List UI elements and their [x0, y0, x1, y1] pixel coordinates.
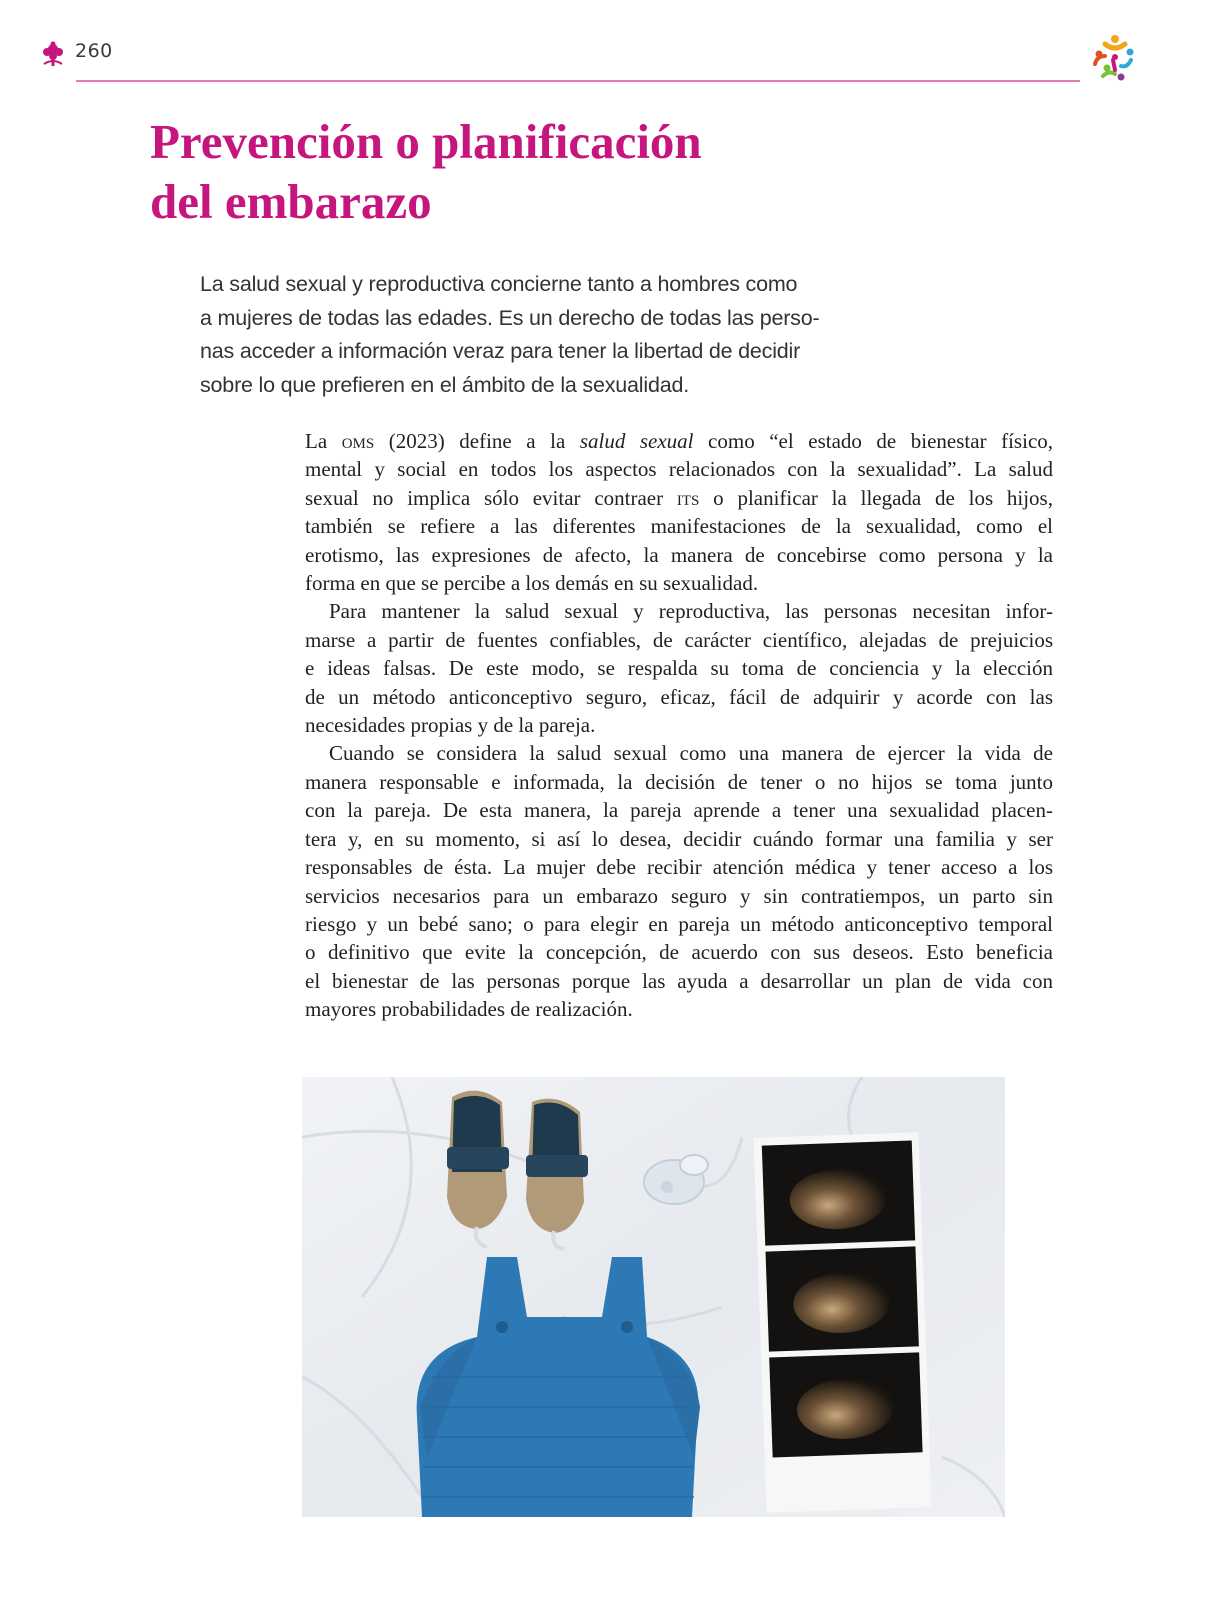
body-line: responsables de ésta. La mujer debe recibir atención médica y tener acceso a los	[305, 855, 1053, 880]
body-line	[305, 427, 1053, 455]
people-circle-logo-icon	[1085, 30, 1141, 86]
body-line: necesidades propias y de la pareja.	[305, 713, 596, 738]
page-title	[150, 112, 702, 232]
body-line: el bienestar de las personas porque las ayuda a desarrollar un plan de vida con	[305, 968, 1053, 993]
body-line: Para mantener la salud sexual y reproductiva, las personas necesitan infor-	[329, 599, 1053, 624]
text-run: La	[305, 429, 342, 453]
body-line: riesgo y un bebé sano; o para elegir en pareja un método anticonceptivo temporal	[305, 911, 1053, 936]
text-run: como “el estado de bienestar físico,	[693, 429, 1054, 453]
page-number: 260	[75, 40, 113, 62]
abbreviation-oms: oms	[341, 429, 375, 453]
text-run: (2023) define a la	[374, 429, 580, 453]
flower-ornament-icon	[40, 40, 66, 68]
intro-line: nas acceder a información veraz para tener la libertad de decidir	[200, 339, 801, 363]
body-line: erotismo, las expresiones de afecto, la manera de concebirse como persona y la	[305, 542, 1053, 567]
body-line	[305, 484, 1053, 512]
text-run: sexual no implica sólo evitar contraer	[305, 485, 677, 510]
emphasis-salud-sexual: salud sexual	[579, 429, 694, 453]
page-title-line: Prevención o planificación	[150, 114, 702, 169]
body-line: mental y social en todos los aspectos relacionados con la sexualidad”. La salud	[305, 457, 1053, 482]
text-run: o planificar la llegada de los hijos,	[699, 485, 1053, 510]
body-line: de un método anticonceptivo seguro, eficaz, fácil de adquirir y acorde con las	[305, 684, 1053, 709]
intro-line: a mujeres de todas las edades. Es un derecho de todas las perso-	[200, 305, 820, 330]
body-line: manera responsable e informada, la decisión de tener o no hijos se toma junto	[305, 769, 1053, 794]
body-line: también se refiere a las diferentes manifestaciones de la sexualidad, como el	[305, 514, 1053, 539]
body-line: marse a partir de fuentes confiables, de carácter científico, alejadas de prejuicios	[305, 627, 1053, 652]
page-title-line: del embarazo	[150, 174, 432, 229]
body-line: Cuando se considera la salud sexual como una manera de ejercer la vida de	[329, 741, 1053, 766]
body-line: o definitivo que evite la concepción, de acuerdo con sus deseos. Esto beneficia	[305, 940, 1053, 965]
body-text	[305, 427, 1053, 1024]
intro-line: sobre lo que prefieren en el ámbito de la sexualidad.	[200, 372, 690, 397]
body-line: forma en que se percibe a los demás en su sexualidad.	[305, 571, 759, 596]
abbreviation-its: its	[676, 485, 700, 510]
intro-line: La salud sexual y reproductiva concierne tanto a hombres como	[200, 272, 798, 296]
baby-items-photo	[302, 1077, 1005, 1517]
body-line: tera y, en su momento, si así lo desea, decidir cuándo formar una familia y ser	[305, 826, 1053, 851]
header-rule	[76, 80, 1080, 82]
body-line: con la pareja. De esta manera, la pareja aprende a tener una sexualidad placen-	[305, 798, 1053, 823]
body-line: mayores probabilidades de realización.	[305, 997, 633, 1022]
body-line: e ideas falsas. De este modo, se respalda su toma de conciencia y la elección	[305, 656, 1053, 681]
intro-paragraph	[200, 268, 840, 402]
ultrasound-prints-image	[754, 1132, 932, 1513]
body-line: servicios necesarios para un embarazo seguro y sin contratiempos, un parto sin	[305, 883, 1053, 908]
